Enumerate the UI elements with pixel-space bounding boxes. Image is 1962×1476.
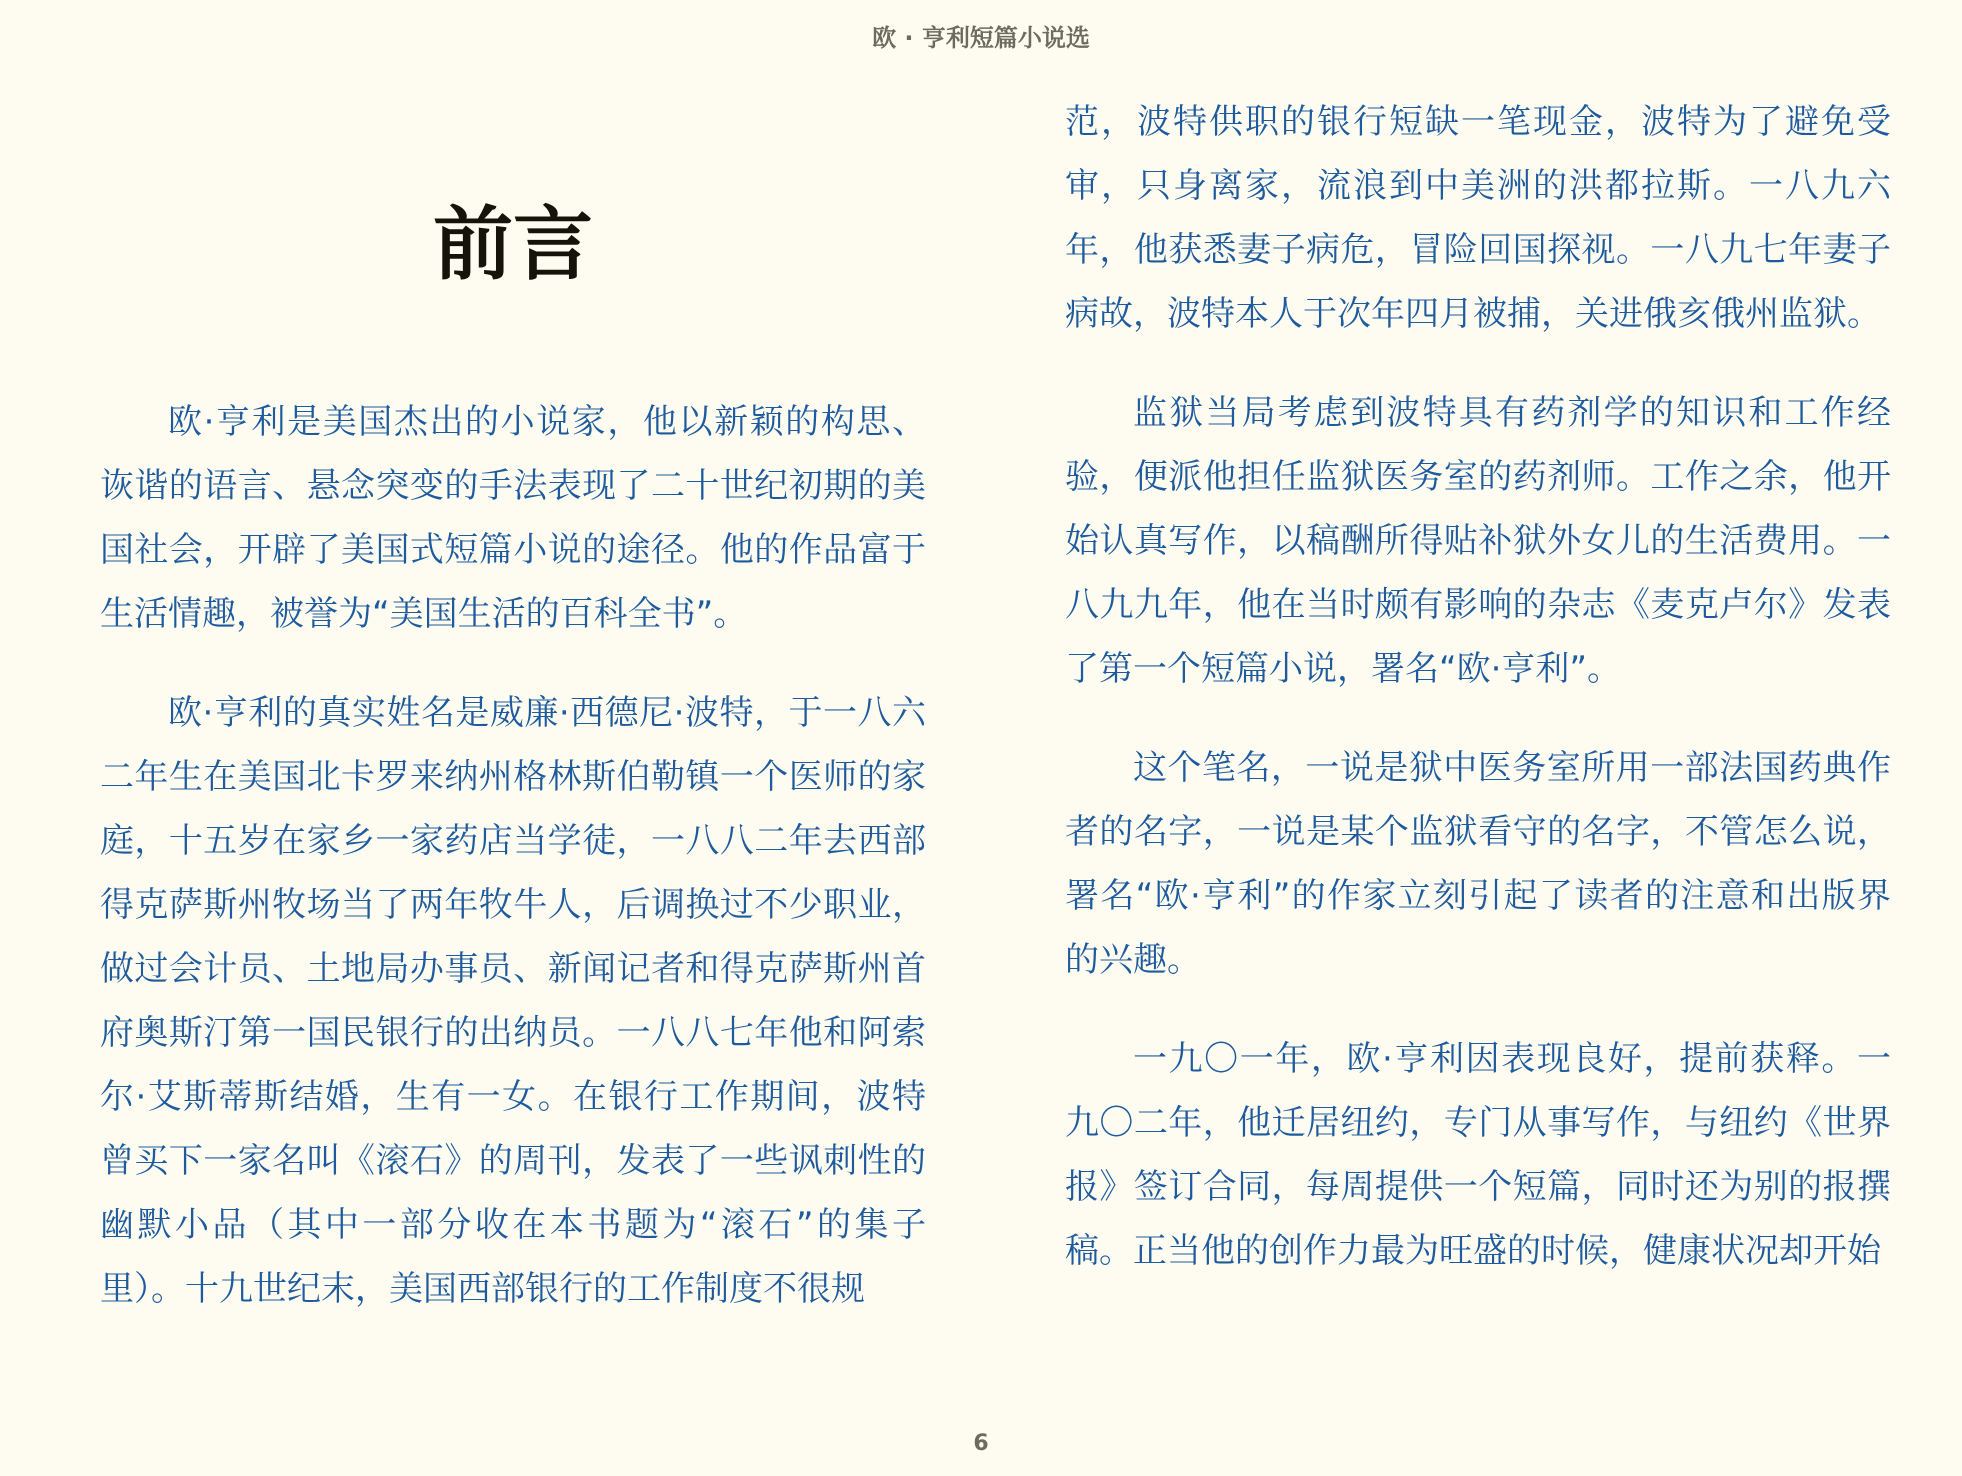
left-page-column <box>100 170 926 1356</box>
paragraph: 欧·亨利是美国杰出的小说家，他以新颖的构思、诙谐的语言、悬念突变的手法表现了二十世纪初期的美国社会，开辟了美国式短篇小说的途径。他的作品富于生活情趣，被誉为“美国生活的百科全书”。 <box>100 402 926 634</box>
paragraph: 一九〇一年，欧·亨利因表现良好，提前获释。一九〇二年，他迁居纽约，专门从事写作，与纽约《世界报》签订合同，每周提供一个短篇，同时还为别的报撰稿。正当他的创作力最为旺盛的时候，健康状况却开始 <box>1065 1039 1891 1271</box>
paragraph: 这个笔名，一说是狱中医务室所用一部法国药典作者的名字，一说是某个监狱看守的名字，不管怎么说，署名“欧·亨利”的作家立刻引起了读者的注意和出版界的兴趣。 <box>1065 748 1891 980</box>
paragraph-continued: 范，波特供职的银行短缺一笔现金，波特为了避免受审，只身离家，流浪到中美洲的洪都拉斯。一八九六年，他获悉妻子病危，冒险回国探视。一八九七年妻子病故，波特本人于次年四月被捕，关进俄亥俄州监狱。 <box>1065 102 1891 334</box>
paragraph: 欧·亨利的真实姓名是威廉·西德尼·波特，于一八六二年生在美国北卡罗来纳州格林斯伯勒镇一个医师的家庭，十五岁在家乡一家药店当学徒，一八八二年去西部得克萨斯州牧场当了两年牧牛人，后调换过不少职业，做过会计员、土地局办事员、新闻记者和得克萨斯州首府奥斯汀第一国民银行的出纳员。一八八七年他和阿索尔·艾斯蒂斯结婚，生有一女。在银行工作期间，波特曾买下一家名叫《滚石》的周刊，发表了一些讽刺性的幽默小品（其中一部分收在本书题为“滚石”的集子里）。十九世纪末，美国西部银行的工作制度不很规 <box>100 693 926 1309</box>
right-page-column <box>1065 90 1891 1318</box>
chapter-title: 前言 <box>433 198 593 291</box>
page-number: 6 <box>973 1431 989 1456</box>
paragraph: 监狱当局考虑到波特具有药剂学的知识和工作经验，便派他担任监狱医务室的药剂师。工作之余，他开始认真写作，以稿酬所得贴补狱外女儿的生活费用。一八九九年，他在当时颇有影响的杂志《麦克卢尔》发表了第一个短篇小说，署名“欧·亨利”。 <box>1065 393 1891 689</box>
running-header: 欧 · 亨利短篇小说选 <box>872 24 1090 52</box>
